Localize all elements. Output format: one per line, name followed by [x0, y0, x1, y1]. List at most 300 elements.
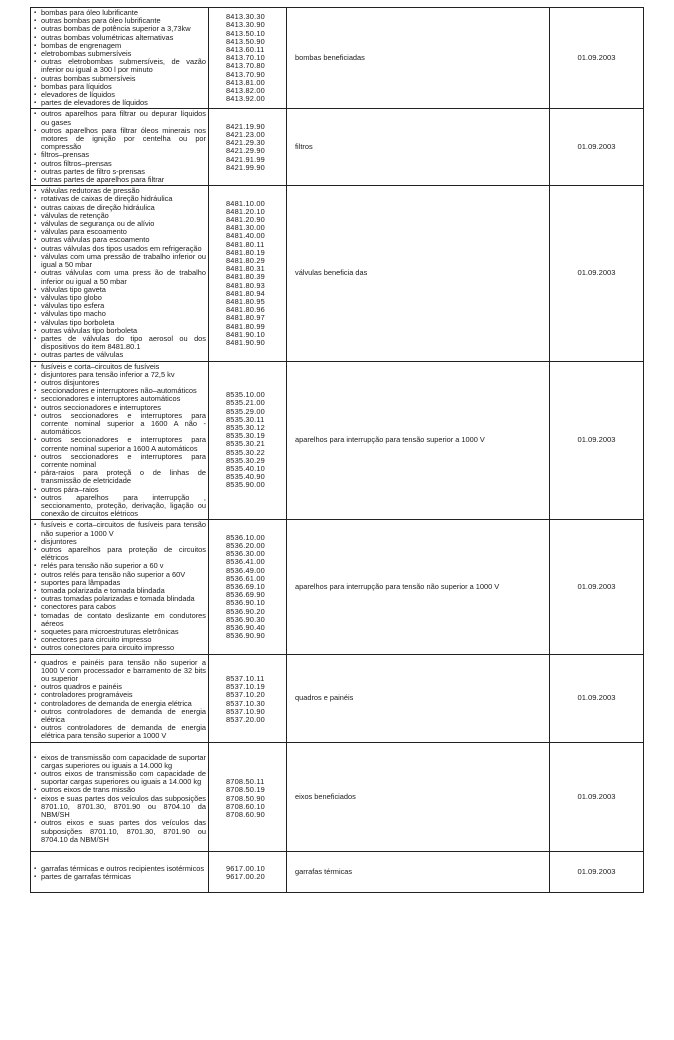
- ncm-code: 8481.80.94: [226, 288, 265, 298]
- bullet-icon: ▪: [34, 588, 37, 595]
- ncm-code: 8537.10.90: [226, 706, 265, 716]
- bullet-icon: ▪: [34, 820, 37, 827]
- bullet-icon: ▪: [34, 874, 37, 881]
- bullet-icon: ▪: [34, 453, 37, 460]
- ncm-code: 8481.80.93: [226, 280, 265, 290]
- description-cell: [287, 851, 550, 892]
- item-text: outras bombas para óleo lubrificante: [41, 16, 161, 26]
- bullet-icon: ▪: [34, 294, 37, 301]
- list-item: [34, 754, 206, 770]
- list-item: [34, 351, 206, 359]
- bullet-icon: ▪: [34, 571, 37, 578]
- ncm-code: 8536.90.90: [226, 631, 265, 641]
- item-text: soquetes para microestruturas eletrônicas: [41, 627, 179, 637]
- bullet-icon: ▪: [34, 253, 37, 260]
- item-text: válvulas tipo gaveta: [41, 284, 106, 294]
- item-text: quadros e painéis para tensão não superior a 1000 V com processador e barramento de 32 bits ou superior: [41, 657, 206, 684]
- item-text: controladores de demanda de energia elétrica: [41, 698, 192, 708]
- ncm-code: 8481.90.90: [226, 338, 265, 348]
- item-text: válvulas de segurança ou de alívio: [41, 219, 155, 229]
- effective-date: 01.09.2003: [577, 581, 616, 591]
- item-text: outras partes de filtro s-prensas: [41, 166, 145, 176]
- effective-date: 01.09.2003: [577, 435, 616, 445]
- ncm-code: 8421.91.99: [226, 154, 265, 164]
- list-item: [34, 546, 206, 562]
- item-text: outros eixos de trans missão: [41, 785, 136, 795]
- item-text: bombas de engrenagem: [41, 40, 122, 50]
- item-text: disjuntores: [41, 536, 77, 546]
- bullet-icon: ▪: [34, 795, 37, 802]
- ncm-code: 8481.20.10: [226, 206, 265, 216]
- ncm-code: 8481.80.99: [226, 321, 265, 331]
- bullet-icon: ▪: [34, 34, 37, 41]
- codes-cell: [209, 8, 287, 109]
- table-row: [31, 186, 644, 361]
- item-text: elevadores de líquidos: [41, 90, 115, 100]
- item-text: bombas para óleo lubrificante: [41, 8, 138, 17]
- bullet-icon: ▪: [34, 470, 37, 477]
- bullet-icon: ▪: [34, 659, 37, 666]
- ncm-code: 8413.81.00: [226, 77, 265, 87]
- ncm-code: 8413.50.90: [226, 36, 265, 46]
- date-cell: [550, 654, 644, 742]
- ncm-code: 8413.30.30: [226, 12, 265, 22]
- list-item: [34, 644, 206, 652]
- item-text: outras válvulas para escoamento: [41, 235, 150, 245]
- ncm-code: 8413.70.90: [226, 69, 265, 79]
- ncm-code: 8708.50.19: [226, 785, 265, 795]
- ncm-code: 8481.80.97: [226, 313, 265, 323]
- table-row: [31, 654, 644, 742]
- item-text: outras bombas submersíveis: [41, 73, 136, 83]
- ncm-code: 8536.90.20: [226, 606, 265, 616]
- bullet-icon: ▪: [34, 311, 37, 318]
- description-cell: [287, 742, 550, 851]
- item-text: pára-raios para proteçã o de linhas de transmissão de eletricidade: [41, 468, 206, 486]
- item-text: outras partes de válvulas: [41, 350, 124, 360]
- effective-date: 01.09.2003: [577, 268, 616, 278]
- ncm-code: 8536.20.00: [226, 540, 265, 550]
- list-item: [34, 612, 206, 628]
- ncm-code: 8537.20.00: [226, 715, 265, 725]
- ncm-code: 9617.00.10: [226, 863, 265, 873]
- items-cell: [31, 8, 209, 109]
- list-item: [34, 127, 206, 152]
- document-page: [30, 7, 643, 893]
- list-item: [34, 724, 206, 740]
- ncm-code: 8708.50.90: [226, 793, 265, 803]
- bullet-icon: ▪: [34, 237, 37, 244]
- description-text: válvulas beneficia das: [295, 268, 368, 278]
- items-cell: [31, 851, 209, 892]
- item-text: outros controladores de demanda de energia elétrica para tensão superior a 1000 V: [41, 723, 206, 741]
- item-text: filtros–prensas: [41, 150, 90, 160]
- ncm-code: 8536.90.30: [226, 614, 265, 624]
- bullet-icon: ▪: [34, 637, 37, 644]
- ncm-code: 8481.20.90: [226, 214, 265, 224]
- item-text: outras bombas de potência superior a 3,73kw: [41, 24, 191, 34]
- bullet-icon: ▪: [34, 604, 37, 611]
- items-cell: [31, 654, 209, 742]
- description-cell: [287, 186, 550, 361]
- list-item: [34, 708, 206, 724]
- list-item: [34, 269, 206, 285]
- item-text: outros seccionadores e interruptores para corrente nominal superior a 1600 A automáticos: [41, 435, 206, 453]
- bullet-icon: ▪: [34, 111, 37, 118]
- date-cell: [550, 186, 644, 361]
- item-text: eletrobombas submersíveis: [41, 49, 132, 59]
- ncm-code: 8536.69.10: [226, 581, 265, 591]
- ncm-code: 8413.60.11: [226, 44, 265, 54]
- description-text: eixos beneficiados: [295, 791, 356, 801]
- bullet-icon: ▪: [34, 771, 37, 778]
- bullet-icon: ▪: [34, 396, 37, 403]
- ncm-code: 8481.80.29: [226, 255, 265, 265]
- ncm-code: 8537.10.11: [226, 674, 265, 684]
- bullet-icon: ▪: [34, 335, 37, 342]
- item-text: válvulas tipo globo: [41, 292, 102, 302]
- bullet-icon: ▪: [34, 160, 37, 167]
- bullet-icon: ▪: [34, 42, 37, 49]
- ncm-code: 8481.10.00: [226, 198, 265, 208]
- item-text: fusíveis e corta–circuitos de fusíveis: [41, 361, 160, 371]
- bullet-icon: ▪: [34, 692, 37, 699]
- codes-cell: [209, 361, 287, 520]
- effective-date: 01.09.2003: [577, 693, 616, 703]
- list-item: [34, 253, 206, 269]
- ncm-code: 8536.49.00: [226, 565, 265, 575]
- ncm-code: 8421.99.90: [226, 162, 265, 172]
- ncm-code: 8481.40.00: [226, 231, 265, 241]
- description-cell: [287, 8, 550, 109]
- item-text: tomadas de contato deslizante em condutores aéreos: [41, 610, 206, 628]
- bullet-icon: ▪: [34, 700, 37, 707]
- bullet-icon: ▪: [34, 612, 37, 619]
- bullet-icon: ▪: [34, 538, 37, 545]
- item-text: outras tomadas polarizadas e tomada blindada: [41, 594, 195, 604]
- bullet-icon: ▪: [34, 596, 37, 603]
- bullet-icon: ▪: [34, 319, 37, 326]
- ncm-code: 8481.80.11: [226, 239, 265, 249]
- item-text: seccionadores e interruptores automáticos: [41, 394, 181, 404]
- table-row: [31, 109, 644, 186]
- item-text: outros aparelhos para filtrar ou depurar líquidos ou gases: [41, 109, 206, 127]
- item-text: partes de garrafas térmicas: [41, 872, 131, 882]
- ncm-code: 8413.92.00: [226, 94, 265, 104]
- bullet-icon: ▪: [34, 270, 37, 277]
- item-text: conectores para circuito impresso: [41, 635, 152, 645]
- item-text: válvulas de retenção: [41, 210, 109, 220]
- bullet-icon: ▪: [34, 437, 37, 444]
- codes-cell: [209, 742, 287, 851]
- item-text: relés para tensão não superior a 60 v: [41, 561, 164, 571]
- ncm-code: 8421.29.90: [226, 146, 265, 156]
- ncm-code: 8481.80.31: [226, 264, 265, 274]
- bullet-icon: ▪: [34, 404, 37, 411]
- item-text: seccionadores e interruptores não–automáticos: [41, 386, 197, 396]
- bullet-icon: ▪: [34, 379, 37, 386]
- bullet-icon: ▪: [34, 563, 37, 570]
- ncm-code: 8537.10.20: [226, 690, 265, 700]
- item-text: outros eixos e suas partes dos veículos das subposições 8701.10, 8701.30, 8701.90 ou 8704.10 da NBM/SH: [41, 818, 206, 844]
- ncm-code: 8535.30.21: [226, 439, 265, 449]
- ncm-code: 8535.30.11: [226, 414, 265, 424]
- bullet-icon: ▪: [34, 212, 37, 219]
- ncm-code: 8536.30.00: [226, 549, 265, 559]
- item-text: outros aparelhos para proteção de circuitos elétricos: [41, 545, 206, 563]
- effective-date: 01.09.2003: [577, 53, 616, 63]
- item-text: outras válvulas com uma press ão de trabalho inferior ou igual a 50 mbar: [41, 268, 206, 286]
- item-text: bombas para líquidos: [41, 81, 112, 91]
- bullet-icon: ▪: [34, 684, 37, 691]
- bullet-icon: ▪: [34, 83, 37, 90]
- bullet-icon: ▪: [34, 371, 37, 378]
- item-text: outros seccionadores e interruptores: [41, 402, 161, 412]
- items-cell: [31, 520, 209, 654]
- item-text: válvulas tipo borboleta: [41, 317, 115, 327]
- item-text: disjuntores para tensão inferior a 72,5 kv: [41, 369, 175, 379]
- table-row: [31, 742, 644, 851]
- ncm-code: 8481.30.00: [226, 223, 265, 233]
- description-text: garrafas térmicas: [295, 867, 353, 876]
- ncm-code: 8535.10.00: [226, 390, 265, 400]
- bullet-icon: ▪: [34, 352, 37, 359]
- codes-cell: [209, 520, 287, 654]
- item-text: outros seccionadores e interruptores para corrente nominal: [41, 451, 206, 469]
- effective-date: 01.09.2003: [577, 791, 616, 801]
- item-text: suportes para lâmpadas: [41, 577, 121, 587]
- ncm-code: 8535.40.90: [226, 472, 265, 482]
- ncm-code: 8708.50.11: [226, 777, 265, 787]
- ncm-code: 8481.80.19: [226, 247, 265, 257]
- item-text: outros conectores para circuito impresso: [41, 643, 175, 653]
- bullet-icon: ▪: [34, 708, 37, 715]
- ncm-code: 8413.70.10: [226, 53, 265, 63]
- table-row: [31, 8, 644, 109]
- ncm-code: 8708.60.90: [226, 810, 265, 820]
- bullet-icon: ▪: [34, 51, 37, 58]
- bullet-icon: ▪: [34, 486, 37, 493]
- ncm-code: 8708.60.10: [226, 801, 265, 811]
- list-item: [34, 770, 206, 786]
- item-text: partes de elevadores de líquidos: [41, 98, 148, 108]
- date-cell: [550, 109, 644, 186]
- item-text: outros seccionadores e interruptores para corrente nominal superior a 1600 A não - automáticos: [41, 410, 206, 437]
- bullet-icon: ▪: [34, 245, 37, 252]
- item-text: conectores para cabos: [41, 602, 116, 612]
- bullet-icon: ▪: [34, 100, 37, 107]
- list-item: [34, 58, 206, 74]
- bullet-icon: ▪: [34, 787, 37, 794]
- ncm-code: 8536.61.00: [226, 573, 265, 583]
- ncm-code: 8536.69.90: [226, 590, 265, 600]
- ncm-code: 8413.70.80: [226, 61, 265, 71]
- bullet-icon: ▪: [34, 865, 37, 872]
- description-text: aparelhos para interrupção para tensão superior a 1000 V: [295, 435, 485, 445]
- bullet-icon: ▪: [34, 221, 37, 228]
- codes-cell: [209, 109, 287, 186]
- description-cell: [287, 109, 550, 186]
- bullet-icon: ▪: [34, 75, 37, 82]
- item-text: rotativas de caixas de direção hidráulica: [41, 194, 173, 204]
- bullet-icon: ▪: [34, 177, 37, 184]
- bullet-icon: ▪: [34, 645, 37, 652]
- codes-cell: [209, 851, 287, 892]
- bullet-icon: ▪: [34, 168, 37, 175]
- item-text: garrafas térmicas e outros recipientes isotérmicos: [41, 863, 205, 873]
- bullet-icon: ▪: [34, 363, 37, 370]
- table-row: [31, 851, 644, 892]
- item-text: outras válvulas tipo borboleta: [41, 325, 138, 335]
- bullet-icon: ▪: [34, 127, 37, 134]
- date-cell: [550, 8, 644, 109]
- item-text: tomada polarizada e tomada blindada: [41, 586, 165, 596]
- ncm-code: 8535.30.22: [226, 447, 265, 457]
- codes-cell: [209, 186, 287, 361]
- items-cell: [31, 361, 209, 520]
- ncm-code: 8535.30.19: [226, 431, 265, 441]
- list-item: [34, 110, 206, 126]
- ncm-code: 8481.80.95: [226, 297, 265, 306]
- items-cell: [31, 742, 209, 851]
- description-text: aparelhos para interrupção para tensão não superior a 1000 V: [295, 581, 500, 591]
- table-row: [31, 520, 644, 654]
- date-cell: [550, 851, 644, 892]
- ncm-code: 8421.23.00: [226, 129, 265, 139]
- codes-cell: [209, 654, 287, 742]
- ncm-code: 8421.29.30: [226, 138, 265, 148]
- bullet-icon: ▪: [34, 18, 37, 25]
- ncm-code: 8536.41.00: [226, 557, 265, 567]
- effective-date: 01.09.2003: [577, 142, 616, 152]
- list-item: [34, 453, 206, 469]
- item-text: outras partes de aparelhos para filtrar: [41, 175, 165, 185]
- ncm-code: 8413.50.10: [226, 28, 265, 38]
- description-text: filtros: [295, 142, 313, 152]
- item-text: outros pára–raios: [41, 484, 99, 494]
- description-cell: [287, 654, 550, 742]
- ncm-code: 8535.29.00: [226, 406, 265, 416]
- list-item: [34, 99, 206, 107]
- item-text: outros disjuntores: [41, 377, 100, 387]
- item-text: outras válvulas dos tipos usados em refrigeração: [41, 243, 202, 253]
- list-item: [34, 494, 206, 519]
- description-text: bombas beneficiadas: [295, 53, 365, 63]
- bullet-icon: ▪: [34, 412, 37, 419]
- items-cell: [31, 186, 209, 361]
- date-cell: [550, 361, 644, 520]
- list-item: [34, 521, 206, 537]
- list-item: [34, 436, 206, 452]
- list-item: [34, 873, 206, 881]
- ncm-code: 8413.82.00: [226, 85, 265, 95]
- list-item: [34, 176, 206, 184]
- bullet-icon: ▪: [34, 522, 37, 529]
- list-item: [34, 412, 206, 437]
- ncm-code: 8536.10.00: [226, 532, 265, 542]
- item-text: outras eletrobombas submersíveis, de vazão inferior ou igual a 300 l por minuto: [41, 57, 206, 75]
- item-text: outros eixos de transmissão com capacidade de suportar cargas superiores ou iguais a 14.000 kg: [41, 769, 206, 787]
- bullet-icon: ▪: [34, 152, 37, 159]
- list-item: [34, 469, 206, 485]
- bullet-icon: ▪: [34, 188, 37, 195]
- item-text: outras caixas de direção hidráulica: [41, 202, 155, 212]
- description-cell: [287, 520, 550, 654]
- item-text: outras bombas volumétricas alternativas: [41, 32, 174, 42]
- bullet-icon: ▪: [34, 59, 37, 66]
- bullet-icon: ▪: [34, 579, 37, 586]
- date-cell: [550, 742, 644, 851]
- item-text: válvulas para escoamento: [41, 227, 127, 237]
- bullet-icon: ▪: [34, 286, 37, 293]
- item-text: outros aparelhos para filtrar óleos minerais nos motores de ignição por centelha ou por compressão: [41, 125, 206, 152]
- bullet-icon: ▪: [34, 388, 37, 395]
- item-text: outros quadros e painéis: [41, 682, 122, 692]
- bullet-icon: ▪: [34, 10, 37, 16]
- effective-date: 01.09.2003: [577, 867, 616, 876]
- item-text: eixos de transmissão com capacidade de suportar cargas superiores ou iguais a 14.000 kg: [41, 752, 206, 770]
- list-item: [34, 795, 206, 820]
- product-table: [30, 7, 644, 893]
- item-text: válvulas com uma pressão de trabalho inferior ou igual a 50 mbar: [41, 251, 206, 270]
- ncm-code: 8413.30.90: [226, 20, 265, 30]
- description-cell: [287, 361, 550, 520]
- ncm-code: 9617.00.20: [226, 872, 265, 882]
- item-text: partes de válvulas do tipo aerosol ou dos dispositivos do item 8481.80.1: [41, 333, 206, 352]
- ncm-code: 8535.90.00: [226, 480, 265, 490]
- ncm-code: 8537.10.19: [226, 682, 265, 692]
- item-text: válvulas tipo macho: [41, 309, 106, 319]
- ncm-code: 8537.10.30: [226, 698, 265, 708]
- ncm-code: 8481.90.10: [226, 329, 265, 339]
- bullet-icon: ▪: [34, 204, 37, 211]
- list-item: [34, 819, 206, 844]
- bullet-icon: ▪: [34, 754, 37, 761]
- bullet-icon: ▪: [34, 26, 37, 33]
- item-text: outros aparelhos para interrupção , seccionamento, proteção, derivação, ligação ou conexão de circuitos elétricos: [41, 492, 206, 519]
- table-row: [31, 361, 644, 520]
- bullet-icon: ▪: [34, 725, 37, 732]
- item-text: válvulas tipo esfera: [41, 301, 105, 311]
- item-text: controladores programáveis: [41, 690, 133, 700]
- items-cell: [31, 109, 209, 186]
- bullet-icon: ▪: [34, 327, 37, 334]
- date-cell: [550, 520, 644, 654]
- bullet-icon: ▪: [34, 494, 37, 501]
- bullet-icon: ▪: [34, 229, 37, 236]
- ncm-code: 8481.80.96: [226, 305, 265, 315]
- bullet-icon: ▪: [34, 629, 37, 636]
- list-item: [34, 335, 206, 351]
- ncm-code: 8481.80.39: [226, 272, 265, 282]
- bullet-icon: ▪: [34, 547, 37, 553]
- table-body: [31, 8, 644, 893]
- ncm-code: 8536.90.40: [226, 622, 265, 632]
- bullet-icon: ▪: [34, 92, 37, 99]
- item-text: válvulas redutoras de pressão: [41, 186, 140, 196]
- ncm-code: 8535.30.12: [226, 423, 265, 433]
- ncm-code: 8535.21.00: [226, 398, 265, 408]
- item-text: eixos e suas partes dos veículos das subposições 8701.10, 8701.30, 8701.90 ou 8704.10 da NBM/SH: [41, 793, 206, 820]
- description-text: quadros e painéis: [295, 693, 354, 703]
- ncm-code: 8535.30.29: [226, 455, 265, 465]
- bullet-icon: ▪: [34, 303, 37, 310]
- item-text: fusíveis e corta–circuitos de fusíveis para tensão não superior a 1000 V: [41, 520, 206, 538]
- item-text: outros controladores de demanda de energia elétrica: [41, 706, 206, 725]
- ncm-code: 8536.90.10: [226, 598, 265, 608]
- list-item: [34, 659, 206, 684]
- bullet-icon: ▪: [34, 196, 37, 203]
